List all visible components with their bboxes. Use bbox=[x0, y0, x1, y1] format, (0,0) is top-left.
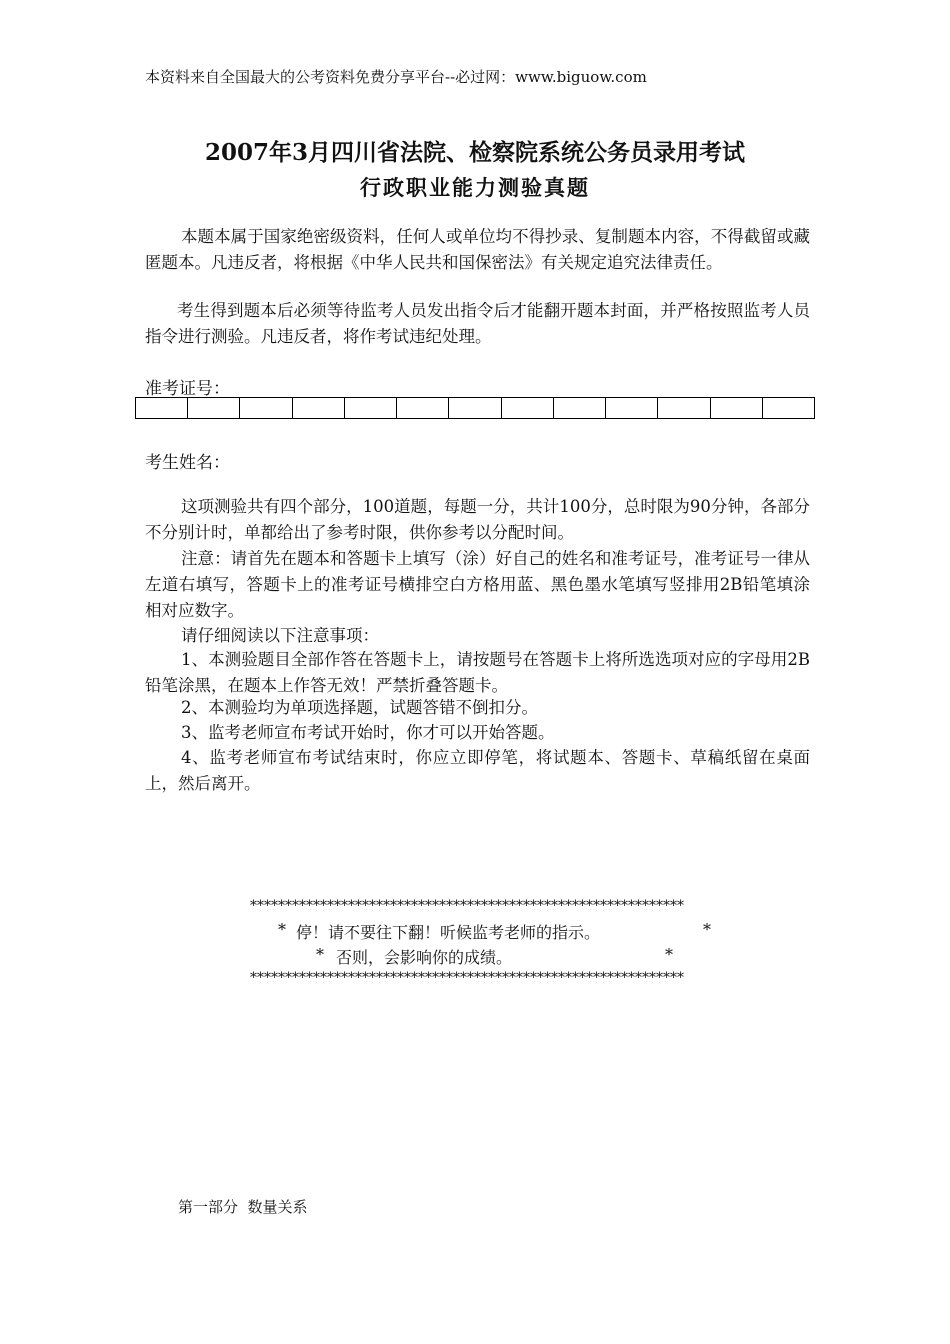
exam-id-cell[interactable] bbox=[136, 398, 188, 418]
stop-notice-star: * bbox=[703, 920, 711, 939]
exam-id-cell[interactable] bbox=[449, 398, 501, 418]
exam-id-cell[interactable] bbox=[658, 398, 710, 418]
stop-notice-line1: 停！请不要往下翻！听候监考老师的指示。 bbox=[296, 923, 601, 942]
stop-notice-line2: 否则，会影响你的成绩。 bbox=[336, 948, 513, 967]
exam-id-grid[interactable] bbox=[135, 397, 815, 419]
secrecy-paragraph-1: 本题本属于国家绝密级资料，任何人或单位均不得抄录、复制题本内容，不得截留或藏匿题本。凡违反者，将根据《中华人民共和国保密法》有关规定追究法律责任。 bbox=[145, 227, 810, 272]
exam-id-cell[interactable] bbox=[763, 398, 814, 418]
section-heading: 第一部分 数量关系 bbox=[178, 1198, 308, 1216]
exam-id-cell[interactable] bbox=[345, 398, 397, 418]
stop-notice-star: * bbox=[665, 945, 673, 964]
exam-id-cell[interactable] bbox=[606, 398, 658, 418]
exam-id-label: 准考证号： bbox=[145, 379, 230, 399]
exam-id-cell[interactable] bbox=[711, 398, 763, 418]
exam-id-cell[interactable] bbox=[188, 398, 240, 418]
secrecy-paragraph-2: 考生得到题本后必须等待监考人员发出指令后才能翻开题本封面，并严格按照监考人员指令进行测验。凡违反者，将作考试违纪处理。 bbox=[145, 301, 810, 346]
page-subtitle: 行政职业能力测验真题 bbox=[360, 175, 590, 200]
exam-id-cell[interactable] bbox=[397, 398, 449, 418]
instruction-paragraph: 2、本测验均为单项选择题，试题答错不倒扣分。 bbox=[181, 698, 538, 717]
instruction-paragraph: 这项测验共有四个部分，100道题，每题一分，共计100分，总时限为90分钟，各部分不分别计时，单都给出了参考时限，供你参考以分配时间。 bbox=[145, 497, 810, 542]
candidate-name-label: 考生姓名： bbox=[145, 453, 230, 473]
stop-notice-border-top: ************************************************************** bbox=[250, 898, 684, 914]
instruction-paragraph: 请仔细阅读以下注意事项： bbox=[181, 626, 379, 645]
instruction-paragraph: 1、本测验题目全部作答在答题卡上，请按题号在答题卡上将所选选项对应的字母用2B铅笔涂黑，在题本上作答无效！严禁折叠答题卡。 bbox=[145, 650, 810, 695]
exam-id-cell[interactable] bbox=[502, 398, 554, 418]
stop-notice-star: * bbox=[316, 945, 324, 964]
stop-notice-border-bottom: ************************************************************** bbox=[250, 970, 684, 986]
header-note: 本资料来自全国最大的公考资料免费分享平台--必过网：www.biguow.com bbox=[145, 68, 647, 86]
exam-id-cell[interactable] bbox=[554, 398, 606, 418]
instruction-paragraph: 4、监考老师宣布考试结束时，你应立即停笔，将试题本、答题卡、草稿纸留在桌面上，然后离开。 bbox=[145, 748, 810, 793]
page-title: 2007年3月四川省法院、检察院系统公务员录用考试 bbox=[204, 139, 746, 166]
instruction-paragraph: 3、监考老师宣布考试开始时，你才可以开始答题。 bbox=[181, 723, 555, 742]
exam-id-cell[interactable] bbox=[293, 398, 345, 418]
exam-id-cell[interactable] bbox=[240, 398, 292, 418]
instruction-paragraph: 注意：请首先在题本和答题卡上填写（涂）好自己的姓名和准考证号，准考证号一律从左道右填写，答题卡上的准考证号横排空白方格用蓝、黑色墨水笔填写竖排用2B铅笔填涂相对应数字。 bbox=[145, 549, 810, 620]
stop-notice-star: * bbox=[278, 920, 286, 939]
